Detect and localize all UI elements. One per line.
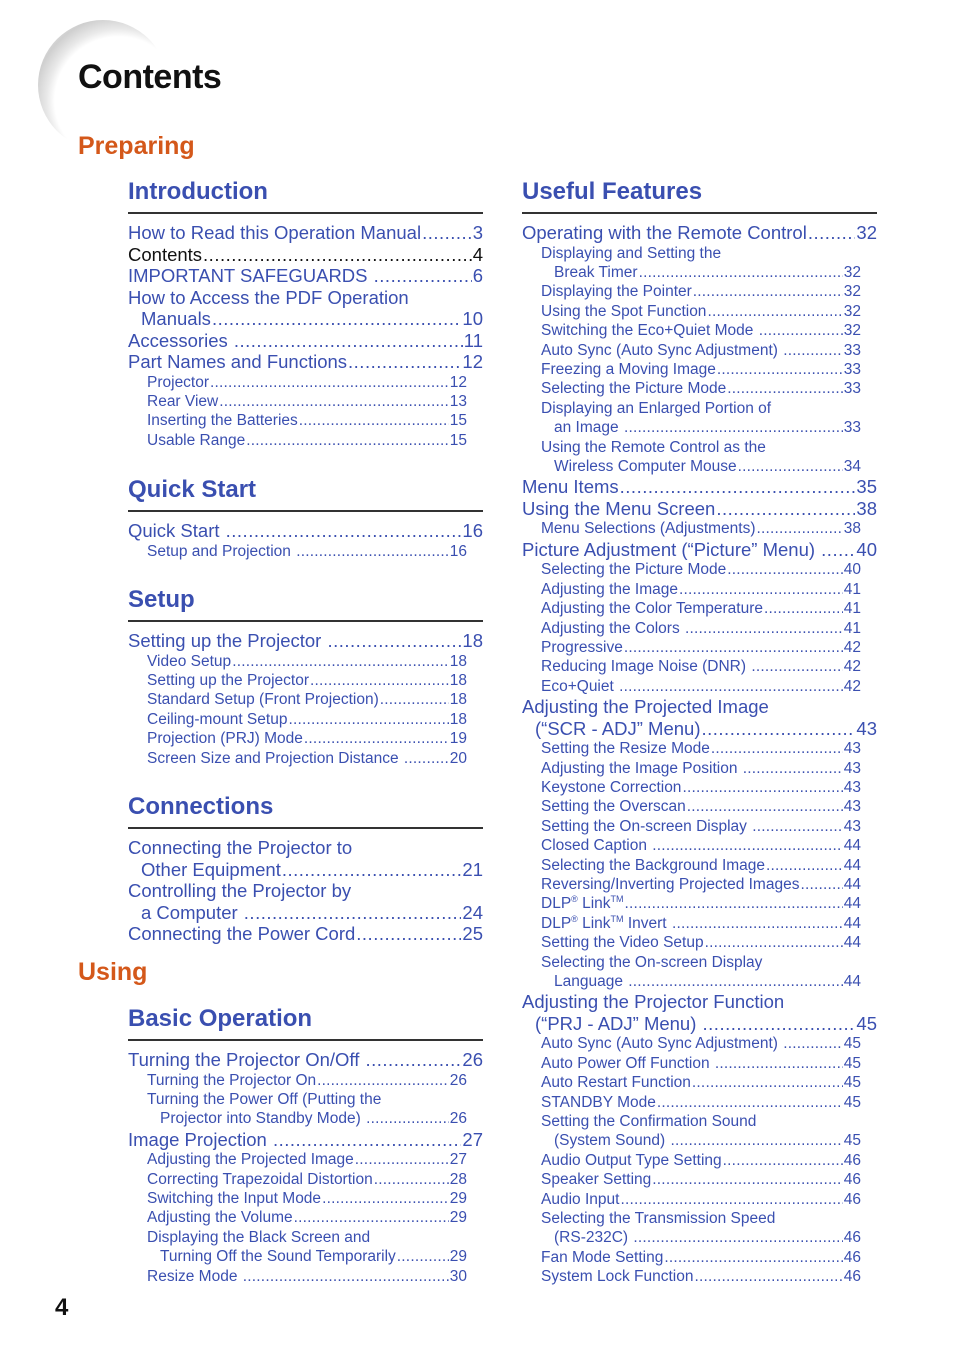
- toc-subentry[interactable]: Using the Remote Control as the: [541, 438, 766, 456]
- section-rule: [128, 620, 483, 622]
- toc-entry[interactable]: (“PRJ - ADJ” Menu) ..... 45: [522, 1013, 877, 1035]
- toc-subentry[interactable]: System Lock Function ..... 46: [522, 1267, 877, 1286]
- section-connections: [128, 789, 483, 945]
- toc-subentry[interactable]: Setting the Confirmation Sound: [541, 1113, 757, 1131]
- toc-entry[interactable]: Quick Start ..... 16: [128, 520, 483, 542]
- toc-subentry[interactable]: Setting the Resize Mode ..... 43: [522, 739, 877, 758]
- toc-entry[interactable]: Adjusting the Projected Image: [522, 696, 769, 718]
- toc-subentry[interactable]: Setting the Video Setup ..... 44: [522, 933, 877, 952]
- toc-entry[interactable]: Picture Adjustment (“Picture” Menu) ..... 40: [522, 539, 877, 561]
- section-useful-features: [522, 174, 877, 1287]
- page-title: Contents: [78, 58, 222, 96]
- toc-subentry[interactable]: Switching the Input Mode ..... 29: [128, 1189, 483, 1208]
- toc-entry[interactable]: Connecting the Projector to: [128, 837, 353, 858]
- toc-subentry[interactable]: Displaying the Black Screen and: [147, 1228, 371, 1246]
- toc-entry[interactable]: Other Equipment ..... 21: [128, 859, 483, 881]
- toc-subentry[interactable]: Displaying an Enlarged Portion of: [541, 399, 772, 417]
- toc-subentry[interactable]: Eco+Quiet ..... 42: [522, 677, 877, 696]
- toc-subentry[interactable]: Usable Range ..... 15: [128, 431, 483, 450]
- toc-subentry[interactable]: Adjusting the Colors ..... 41: [522, 619, 877, 638]
- toc-subentry[interactable]: Auto Sync (Auto Sync Adjustment) ..... 33: [522, 341, 877, 360]
- toc-subentry[interactable]: Adjusting the Color Temperature ..... 41: [522, 599, 877, 618]
- section-title: Useful Features: [522, 178, 703, 205]
- section-title: Basic Operation: [128, 1005, 313, 1032]
- toc-subentry[interactable]: Reversing/Inverting Projected Images ..... 44: [522, 875, 877, 894]
- toc-subentry[interactable]: Setting the On-screen Display ..... 43: [522, 817, 877, 836]
- part-title-preparing: Preparing: [78, 132, 195, 160]
- toc-subentry[interactable]: Turning the Projector On ..... 26: [128, 1071, 483, 1090]
- toc-subentry[interactable]: Break Timer ..... 32: [522, 263, 877, 282]
- toc-entry[interactable]: IMPORTANT SAFEGUARDS ..... 6: [128, 265, 483, 287]
- toc-subentry[interactable]: Closed Caption ..... 44: [522, 836, 877, 855]
- toc-subentry[interactable]: Auto Restart Function ..... 45: [522, 1073, 877, 1092]
- toc-subentry[interactable]: Turning Off the Sound Temporarily ..... 29: [128, 1247, 483, 1266]
- toc-subentry[interactable]: Wireless Computer Mouse ..... 34: [522, 457, 877, 476]
- part-title-using: Using: [78, 958, 148, 986]
- toc-subentry[interactable]: (RS-232C) ..... 46: [522, 1228, 877, 1247]
- toc-subentry[interactable]: Adjusting the Image Position ..... 43: [522, 759, 877, 778]
- toc-entry[interactable]: Controlling the Projector by: [128, 880, 352, 901]
- toc-subentry[interactable]: Selecting the Transmission Speed: [541, 1210, 776, 1228]
- section-rule: [128, 1039, 483, 1041]
- toc-subentry[interactable]: Reducing Image Noise (DNR) ..... 42: [522, 657, 877, 676]
- toc-subentry[interactable]: Freezing a Moving Image ..... 33: [522, 360, 877, 379]
- toc-entry[interactable]: Image Projection ..... 27: [128, 1129, 483, 1151]
- toc-entry[interactable]: Setting up the Projector ..... 18: [128, 630, 483, 652]
- toc-subentry[interactable]: Selecting the Background Image ..... 44: [522, 856, 877, 875]
- toc-entry[interactable]: Adjusting the Projector Function: [522, 991, 785, 1013]
- section-quick-start: [128, 472, 483, 561]
- section-introduction: [128, 174, 483, 450]
- toc-subentry[interactable]: Standard Setup (Front Projection) ..... 18: [128, 690, 483, 709]
- toc-entry[interactable]: How to Access the PDF Operation: [128, 286, 409, 308]
- section-title: Connections: [128, 793, 274, 820]
- toc-subentry[interactable]: Adjusting the Image ..... 41: [522, 580, 877, 599]
- toc-entry[interactable]: How to Read this Operation Manual ..... 3: [128, 222, 483, 244]
- toc-entry[interactable]: Connecting the Power Cord ..... 25: [128, 923, 483, 945]
- toc-subentry[interactable]: Setting the Overscan ..... 43: [522, 797, 877, 816]
- toc-subentry[interactable]: Language ..... 44: [522, 972, 877, 991]
- toc-subentry[interactable]: Displaying and Setting the: [541, 244, 722, 262]
- toc-subentry[interactable]: Audio Input ..... 46: [522, 1190, 877, 1209]
- toc-subentry[interactable]: Adjusting the Projected Image ..... 27: [128, 1150, 483, 1169]
- toc-subentry[interactable]: Using the Spot Function ..... 32: [522, 302, 877, 321]
- toc-subentry[interactable]: Correcting Trapezoidal Distortion ..... 28: [128, 1170, 483, 1189]
- toc-subentry[interactable]: Projector ..... 12: [128, 373, 483, 392]
- toc-subentry[interactable]: Setting up the Projector ..... 18: [128, 671, 483, 690]
- toc-entry[interactable]: Menu Items ..... 35: [522, 476, 877, 498]
- toc-subentry[interactable]: Inserting the Batteries ..... 15: [128, 411, 483, 430]
- section-title: Introduction: [128, 178, 268, 205]
- toc-subentry[interactable]: STANDBY Mode ..... 45: [522, 1093, 877, 1112]
- toc-entry[interactable]: Accessories ..... 11: [128, 330, 483, 352]
- toc-subentry[interactable]: Selecting the Picture Mode ..... 33: [522, 379, 877, 398]
- toc-subentry[interactable]: Switching the Eco+Quiet Mode ..... 32: [522, 321, 877, 340]
- toc-entry[interactable]: (“SCR - ADJ” Menu) ..... 43: [522, 718, 877, 740]
- toc-subentry[interactable]: Selecting the Picture Mode ..... 40: [522, 560, 877, 579]
- toc-subentry[interactable]: Screen Size and Projection Distance ..... 20: [128, 749, 483, 768]
- section-setup: [128, 582, 483, 768]
- toc-subentry[interactable]: Turning the Power Off (Putting the: [147, 1090, 382, 1108]
- toc-entry[interactable]: Manuals ..... 10: [128, 308, 483, 330]
- section-rule: [128, 827, 483, 829]
- toc-subentry[interactable]: Adjusting the Volume ..... 29: [128, 1208, 483, 1227]
- section-rule: [128, 212, 483, 214]
- toc-subentry[interactable]: Menu Selections (Adjustments) ..... 38: [522, 519, 877, 538]
- section-rule: [128, 510, 483, 512]
- toc-subentry[interactable]: Projector into Standby Mode) ..... 26: [128, 1109, 483, 1128]
- toc-subentry[interactable]: (System Sound) ..... 45: [522, 1131, 877, 1150]
- toc-subentry[interactable]: an Image ..... 33: [522, 418, 877, 437]
- section-rule: [522, 212, 877, 214]
- section-title: Setup: [128, 586, 195, 613]
- toc-subentry[interactable]: Progressive ..... 42: [522, 638, 877, 657]
- section-basic-operation: [128, 1001, 483, 1286]
- toc-entry[interactable]: Operating with the Remote Control ..... 32: [522, 222, 877, 244]
- toc-subentry[interactable]: DLP® Link™ Invert ..... 44: [522, 914, 877, 933]
- toc-subentry[interactable]: Rear View ..... 13: [128, 392, 483, 411]
- toc-entry[interactable]: Using the Menu Screen ..... 38: [522, 498, 877, 520]
- page-number: 4: [55, 1294, 69, 1321]
- toc-subentry[interactable]: Auto Power Off Function ..... 45: [522, 1054, 877, 1073]
- toc-subentry[interactable]: Keystone Correction ..... 43: [522, 778, 877, 797]
- toc-subentry[interactable]: Setup and Projection ..... 16: [128, 542, 483, 561]
- toc-entry[interactable]: Contents ..... 4: [128, 244, 483, 266]
- toc-entry[interactable]: Part Names and Functions ..... 12: [128, 351, 483, 373]
- toc-subentry[interactable]: Projection (PRJ) Mode ..... 19: [128, 729, 483, 748]
- toc-subentry[interactable]: Video Setup ..... 18: [128, 652, 483, 671]
- toc-entry[interactable]: a Computer ..... 24: [128, 902, 483, 924]
- toc-subentry[interactable]: Auto Sync (Auto Sync Adjustment) ..... 45: [522, 1034, 877, 1053]
- toc-subentry[interactable]: Ceiling-mount Setup ..... 18: [128, 710, 483, 729]
- section-title: Quick Start: [128, 476, 257, 503]
- toc-subentry[interactable]: Audio Output Type Setting ..... 46: [522, 1151, 877, 1170]
- toc-subentry[interactable]: Displaying the Pointer ..... 32: [522, 282, 877, 301]
- toc-subentry[interactable]: Fan Mode Setting ..... 46: [522, 1248, 877, 1267]
- toc-subentry[interactable]: Resize Mode ..... 30: [128, 1267, 483, 1286]
- toc-subentry[interactable]: Selecting the On-screen Display: [541, 953, 763, 971]
- toc-entry[interactable]: Turning the Projector On/Off ..... 26: [128, 1049, 483, 1071]
- toc-subentry[interactable]: Speaker Setting ..... 46: [522, 1170, 877, 1189]
- toc-subentry[interactable]: DLP® Link™ ..... 44: [522, 894, 877, 913]
